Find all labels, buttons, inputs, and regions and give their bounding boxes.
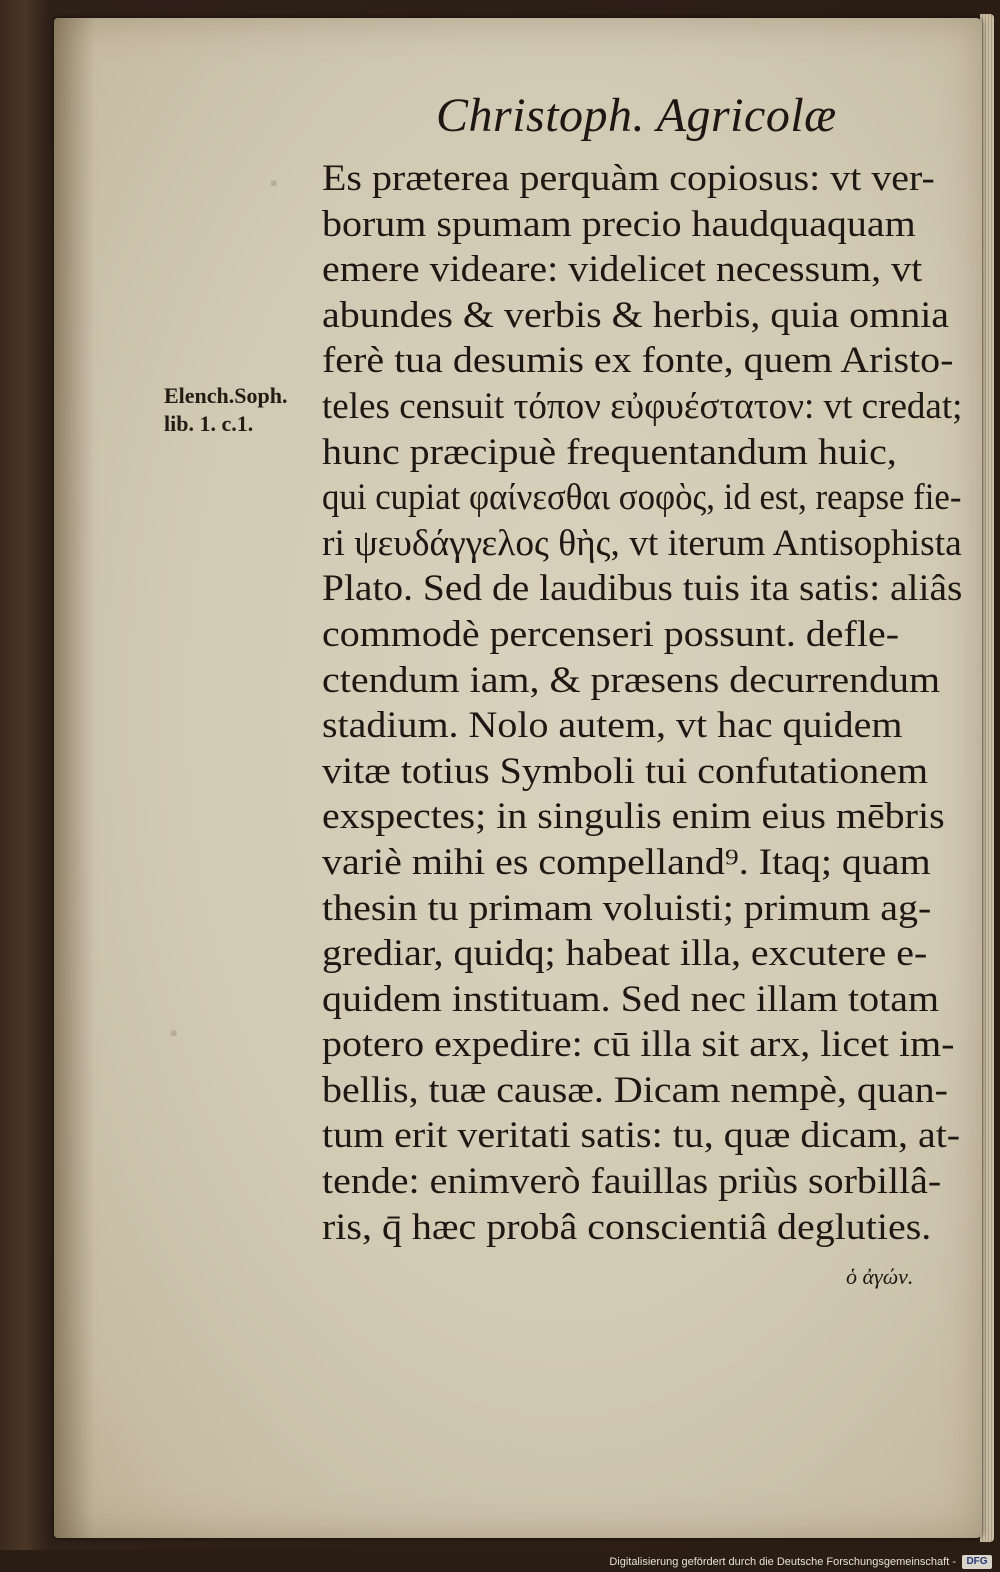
running-head: Christoph. Agricolæ <box>436 89 837 142</box>
text-line: potero expedire: cū illa sit arx, licet im- <box>322 1024 955 1066</box>
text-line: grediar, quidq; habeat illa, excutere e- <box>322 933 928 975</box>
text-line: bellis, tuæ causæ. Dicam nempè, quan- <box>322 1069 948 1111</box>
text-line: tende: enimverò fauillas priùs sorbillâ- <box>322 1161 942 1203</box>
text-line: Plato. Sed de laudibus tuis ita satis: aliâs <box>322 568 963 610</box>
marginal-note-line: lib. 1. c.1. <box>164 411 254 436</box>
show-through-ghost: ▪ <box>270 170 278 195</box>
text-line: stadium. Nolo autem, vt hac quidem <box>322 705 903 747</box>
funding-credit: Digitalisierung gefördert durch die Deutsche Forschungsgemeinschaft - <box>609 1556 956 1568</box>
text-line: teles censuit τόπον εὐφυέστατον: vt credat; <box>322 385 963 427</box>
text-line: vitæ totius Symboli tui confutationem <box>322 750 929 792</box>
text-line: tum erit veritati satis: tu, quæ dicam, at- <box>322 1115 961 1157</box>
text-line: ri ψευδάγγελος θὴς, vt iterum Antisophista <box>322 522 962 564</box>
text-line: emere videare: videlicet necessum, vt <box>322 249 923 291</box>
text-line: commodè percenseri possunt. defle- <box>322 613 900 655</box>
text-line: ris, q̄ hæc probâ conscientiâ degluties. <box>322 1206 932 1248</box>
text-line: exspectes; in singulis enim eius mēbris <box>322 796 945 838</box>
body-text <box>322 156 962 1250</box>
text-line: Es præterea perquàm copiosus: vt ver- <box>322 158 935 199</box>
text-line: qui cupiat φαίνεσθαι σοφὸς, id est, reapse fie- <box>322 477 962 519</box>
text-line: thesin tu primam voluisti; primum ag- <box>322 887 932 929</box>
text-line: ctendum iam, & præsens decurrendum <box>322 659 941 701</box>
catchword: ὁ ἀγών. <box>846 1264 914 1289</box>
text-line: variè mihi es compelland⁹. Itaq; quam <box>322 841 931 883</box>
text-line: abundes & verbis & herbis, quia omnia <box>322 294 950 336</box>
text-line: borum spumam precio haudquaquam <box>322 203 916 245</box>
marginal-note <box>164 382 288 438</box>
dfg-logo: DFG <box>962 1555 992 1569</box>
show-through-ghost: ▪ <box>170 1020 178 1045</box>
text-line: hunc præcipuè frequentandum huic, <box>322 431 897 473</box>
marginal-note-line: Elench.Soph. <box>164 383 288 408</box>
text-line: quidem instituam. Sed nec illam totam <box>322 978 940 1020</box>
text-line: ferè tua desumis ex fonte, quem Aristo- <box>322 340 954 382</box>
